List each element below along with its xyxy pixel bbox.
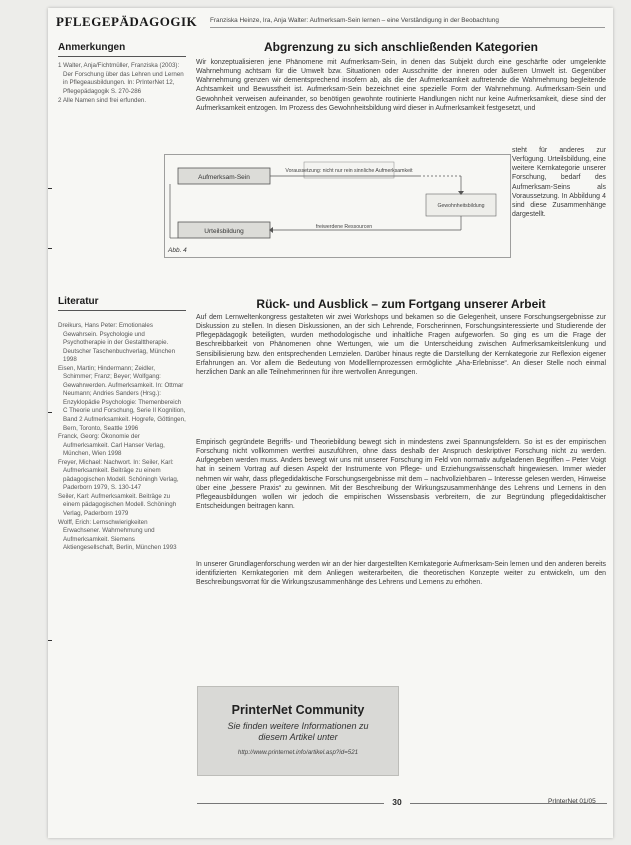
- paragraph-rueckblick: Auf dem Lernweltenkongress gestalteten wir zwei Workshops und bekamen so die Gelegenheit, unsere Forschungsergebnisse zur Diskussion zu stellen. In diesen Diskussionen, an der sich Lehrende, Forscherinnen, Forschungsinteressierte und Studierende der Pflegepädagogik beteiligten, wurden methodologische und inhaltliche Fragen aufgeworfen. So ging es um die Frage der Beschreibbarkeit von Phänomenen ohne Wertungen, wie um die Unterscheidung zwischen Aufmerksamkeitslenkung und Sensibilisierung bzw. den entsprechenden Lernzielen. Darüber hinaus regte die Darstellung der Kernkategorie zur Reflexion eigener Erfahrungen an. Vor allem die Bedeutung von Modelllernprozessen ermöglichte „Aha-Erlebnisse“. An dieser Stelle noch einmal herzlichen Dank an alle Teilnehmerinnen für ihre wertvollen Anregungen.: [196, 314, 606, 376]
- community-url-link[interactable]: http://www.printernet.info/artikel.asp?id=521: [237, 749, 359, 756]
- literature-list: [58, 322, 186, 662]
- community-subtitle-2: diesem Artikel unter: [258, 732, 338, 742]
- section-heading-rueckblick: Rück- und Ausblick – zum Fortgang unserer Arbeit: [256, 297, 546, 311]
- binding-mark: [48, 640, 52, 641]
- literature-heading: Literatur: [58, 296, 186, 311]
- page-number: 30: [384, 797, 410, 809]
- paragraph-abgrenzung: Wir konzeptualisieren jene Phänomene mit Aufmerksam-Sein, in denen das Subjekt durch eine geschärfte oder umgelenkte Wahrnehmung achtsam für die Umwelt bzw. Situationen oder Ausschnitte der inneren oder äußeren Umwelt ist. Gegenüber Wahrnehmung grenzen wir dementsprechend insofern ab, als die der Aufmerksamkeit auftretende die Wahrnehmung begleitende Achtsamkeit und Bewusstheit ist. Aufmerksam-Sein bezeichnet eine spezielle Form der Wahrnehmung. Aufmerksam-Sein und Gewohnheit verweisen aufeinander, so benötigen gewohnte routinierte Handlungen nicht nur keine Aufmerksamkeit, diese sind der Aufmerksamkeit entzogen. Im Prozess des Gewohnheitsbildung wird dieser in Aufmerksamkeit festgesetzt, und: [196, 59, 606, 112]
- literature-item: Franck, Georg: Ökonomie der Aufmerksamkeit. Carl Hanser Verlag, München, Wien 1998: [58, 433, 165, 458]
- literature-item: Eisen, Martin; Hindermann; Zeidler, Schimmer; Franz; Beyer; Wolfgang: Gewahrwerden. Aufmerksamkeit. In: Ottmar Neumann; Andries Sanders (Hrsg.): Enzyklopädie Psychologie: Themenbereich C Theorie und Forschung, Serie II Kognition, Band 2 Aufmerksamkeit. Hogrefe, Göttingen, Bern, Toronto, Seattle 1996: [58, 364, 186, 432]
- diagram-caption: Abb. 4: [168, 247, 187, 254]
- paragraph-grundlagenforschung: In unserer Grundlagenforschung werden wir an der hier dargestellten Kernkategorie Aufmerksam-Sein lernen und den anderen bereits identifizierten Kernkategorien mit dem Anliegen weiterarbeiten, die theoretischen Konzepte weiter zu entwickeln, um den Beschreibungsvorrat für die Wirkungszusammenhänge des Lehrens und Lernens zu erhöhen.: [196, 561, 606, 587]
- note-item: 2 Alle Namen sind frei erfunden.: [58, 97, 147, 105]
- literature-item: Dreikurs, Hans Peter: Emotionales Gewahrsein. Psychologie und Psychotherapie in der Gestalttherapie. Deutscher Taschenbuchverlag, München 1998: [58, 322, 176, 364]
- paragraph-abgrenzung-side: steht für anderes zur Verfügung. Urteilsbildung, eine weitere Kernkategorie unserer Forschung, bedarf des Aufmerksam-Seins als Voraussetzung. In Abbildung 4 sind diese Zusammenhänge dargestellt.: [512, 147, 606, 219]
- issue-label: PrInterNet 01/05: [548, 798, 596, 805]
- running-head: Franziska Heinze, Ira, Anja Walter: Aufmerksam-Sein lernen – eine Verständigung in der Beobachtung: [210, 17, 605, 28]
- notes-list: [58, 62, 186, 132]
- community-box: [197, 686, 399, 776]
- literature-item: Wolff, Erich: Lernschwierigkeiten Erwachsener. Wahrnehmung und Aufmerksamkeit. Siemens Aktiengesellschaft, Berlin, München 1993: [58, 518, 177, 552]
- binding-mark: [48, 248, 52, 249]
- box-aufmerksam-sein-label: Aufmerksam-Sein: [198, 174, 250, 181]
- literature-item: Seiler, Karl: Aufmerksamkeit. Beiträge zu einem pädagogischen Modell. Schöningh Verlag, Paderborn 1979: [58, 492, 177, 518]
- binding-mark: [48, 412, 52, 413]
- literature-item: Freyer, Michael: Nachwort. In: Seiler, Karl: Aufmerksamkeit. Beiträge zu einem pädagogischen Modell. Schöningh Verlag, Paderborn 1979, S. 130-147: [58, 458, 179, 492]
- box-urteilsbildung-label: Urteilsbildung: [204, 228, 244, 235]
- box-gewohnheitsbildung-label: Gewohnheitsbildung: [437, 203, 485, 209]
- category-diagram: [164, 154, 544, 258]
- paragraph-theoriebildung: Empirisch gegründete Begriffs- und Theoriebildung bewegt sich in mindestens zwei Spannungsfeldern. So ist es der empirischen Forschung nicht vollkommen wertfrei auszuführen, ohne dass deshalb der Anspruch deskriptiver Forschung nicht zu werden. Aufgegeben werden muss. Anders bewegt wir uns mit unserer Forschung im Feld von normativ aufgeladenen Begriffen – Peter Voigt hat in seinem Vortrag auf diesen Aspekt der Instrumente von Pflege- und Erziehungswissenschaft hingewiesen. Immer wieder nehmen wir wahr, dass pflegedidaktische Forschungsergebnisse mit dem – nachvollziehbaren – Interesse gelesen werden, Hinweise über eine „bessere Praxis“ zu gewinnen. Mit der Beschreibung der Wirkungszusammenhänge des Lehrens und Lernens in den Pflegeausbildungen wollen wir jedoch die empirischen Wissensbasis verbreitern, die zur Begründung pflegedidaktischer Entscheidungen beitragen kann.: [196, 439, 606, 511]
- label-voraussetzung: Voraussetzung: nicht nur rein sinnliche Aufmerksamkeit: [285, 168, 413, 174]
- binding-mark: [48, 188, 52, 189]
- section-heading-abgrenzung: Abgrenzung zu sich anschließenden Kategorien: [263, 40, 539, 54]
- community-title: PrinterNet Community: [231, 703, 365, 717]
- journal-brand: PFLEGEPÄDAGOGIK: [56, 14, 198, 29]
- note-item: 1 Walter, Anja/Fichtmüller, Franziska (2003): Der Forschung über das Lehren und Lernen in Pflegeausbildungen. In: PrInterNet 12, Pflegepädagogik S. 270-286: [58, 62, 184, 95]
- notes-heading: Anmerkungen: [58, 42, 186, 57]
- community-subtitle-1: Sie finden weitere Informationen zu: [227, 721, 369, 731]
- label-ressourcen: freiwerdene Ressourcen: [315, 224, 373, 230]
